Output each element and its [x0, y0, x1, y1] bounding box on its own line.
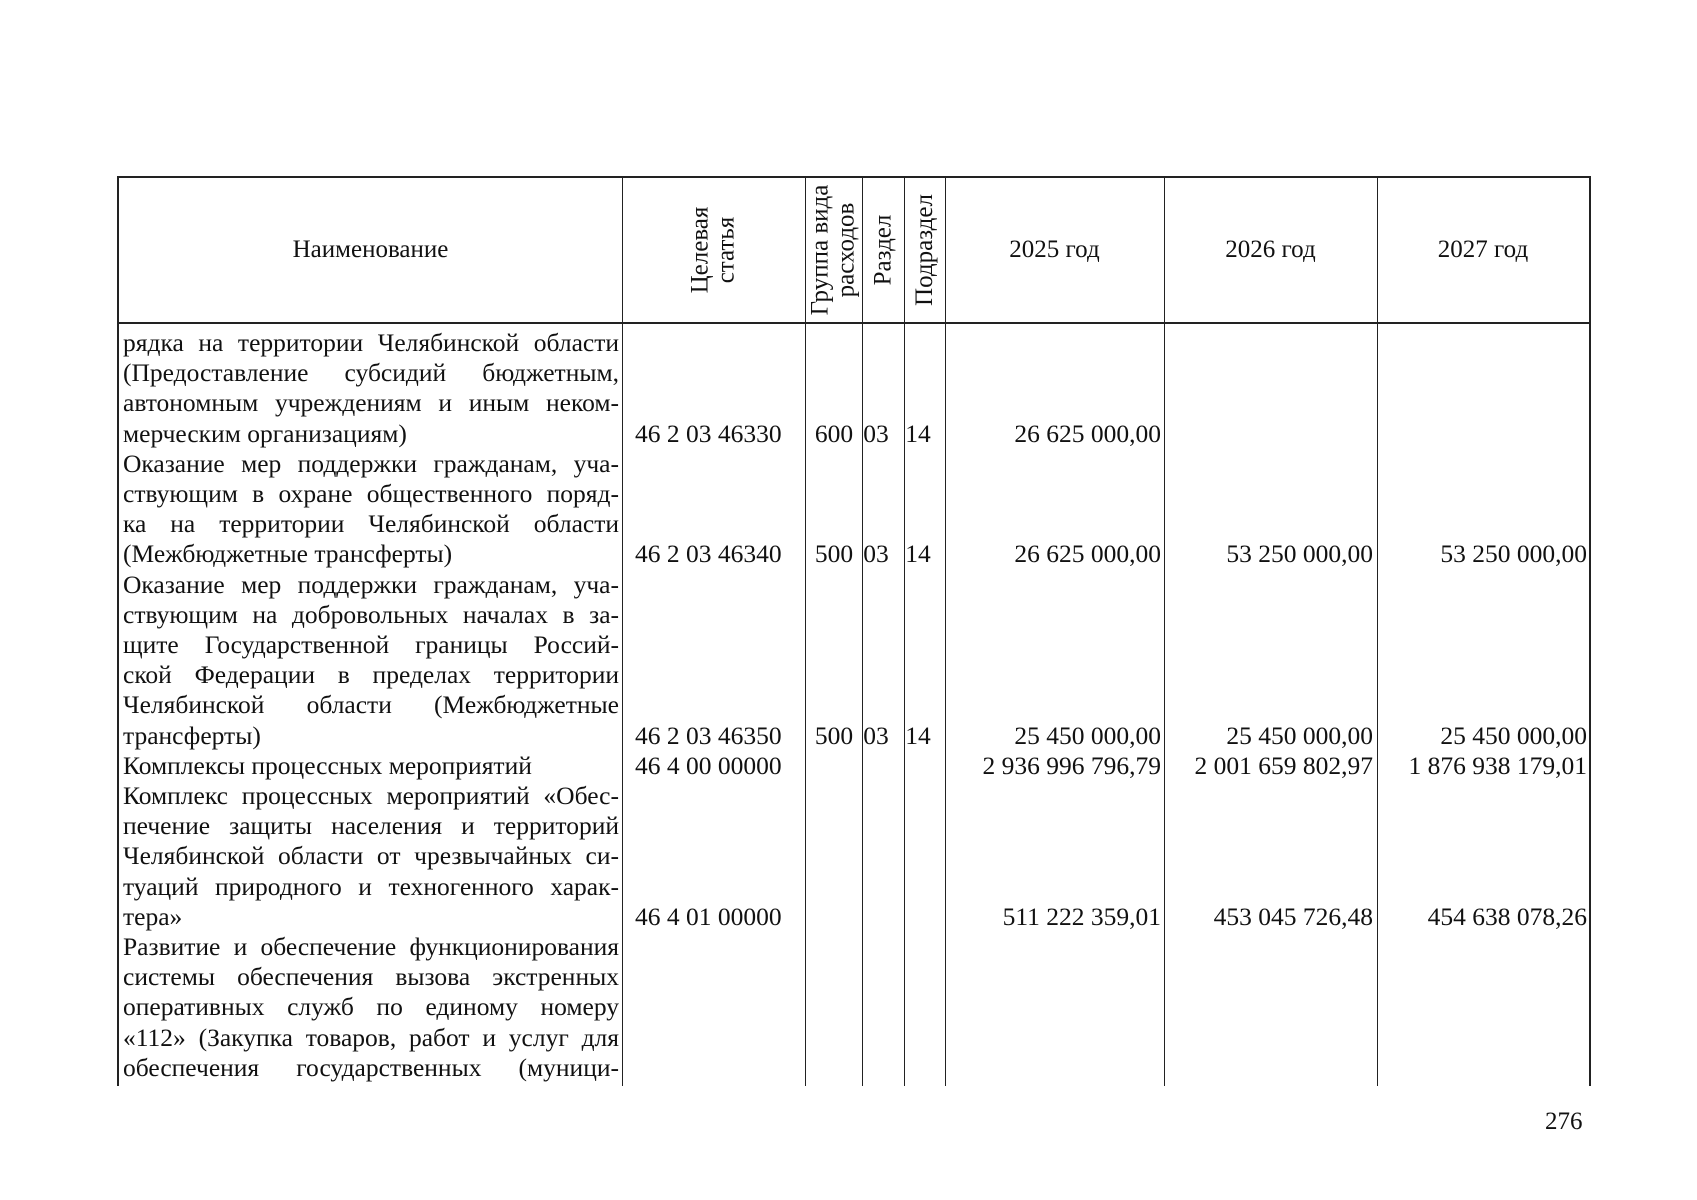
header-section-text: Раздел [869, 214, 896, 286]
row-group: 600 [814, 418, 854, 448]
row-code: 46 2 03 46350 [635, 720, 782, 750]
row-2026: 2 001 659 802,97 [1194, 750, 1373, 780]
row-2025: 26 625 000,00 [1014, 539, 1161, 569]
header-name [119, 178, 622, 322]
row-name: Комплексы процессных мероприятий [123, 750, 532, 780]
row-section: 03 [863, 418, 889, 448]
header-subsection-text: Подраздел [910, 194, 938, 306]
budget-table [117, 176, 1591, 1086]
row-2026: 53 250 000,00 [1226, 539, 1373, 569]
row-2027: 25 450 000,00 [1440, 720, 1587, 750]
row-2025: 26 625 000,00 [1014, 418, 1161, 448]
header-target-article-text: Целевая статья [686, 206, 740, 294]
row-2027: 53 250 000,00 [1440, 539, 1587, 569]
row-2026: 453 045 726,48 [1213, 901, 1373, 931]
row-code: 46 2 03 46330 [635, 418, 782, 448]
row-name: рядка на территории Челябинской области (Предоставление субсидий бюджетным, автономным учреждениям и иным неком- мерческим организациям) [123, 328, 619, 448]
header-name-text: Наименование [292, 236, 449, 263]
header-expense-group [805, 178, 862, 322]
header-subsection [904, 178, 945, 322]
row-section: 03 [863, 539, 889, 569]
row-group: 500 [814, 720, 854, 750]
row-code: 46 2 03 46340 [635, 539, 782, 569]
row-code: 46 4 00 00000 [635, 750, 782, 780]
row-group: 500 [814, 539, 854, 569]
header-target-article [622, 178, 805, 322]
row-subsection: 14 [905, 720, 931, 750]
row-2025: 511 222 359,01 [1002, 901, 1161, 931]
row-2025: 2 936 996 796,79 [982, 750, 1161, 780]
row-name: Оказание мер поддержки гражданам, уча- ствующим на добровольных началах в за- щите Государственной границы Россий- ской Федерации в пределах территории Челябинской области (Межбюджетные трансферты) [123, 569, 619, 750]
row-subsection: 14 [905, 539, 931, 569]
row-2025: 25 450 000,00 [1014, 720, 1161, 750]
row-code: 46 4 01 00000 [635, 901, 782, 931]
table-header [119, 176, 1589, 324]
row-name: Развитие и обеспечение функционирования системы обеспечения вызова экстренных оперативных служб по единому номеру «112» (Закупка товаров, работ и услуг для обеспечения государственных (муници- [123, 932, 619, 1082]
header-2026: 2026 год [1225, 236, 1316, 263]
header-expense-group-text: Группа вида расходов [806, 184, 860, 316]
header-2025: 2025 год [1009, 236, 1100, 263]
row-2027: 454 638 078,26 [1427, 901, 1587, 931]
row-section: 03 [863, 720, 889, 750]
row-2026: 25 450 000,00 [1226, 720, 1373, 750]
header-2027: 2027 год [1437, 236, 1529, 263]
header-section [862, 178, 904, 322]
page-number: 276 [1545, 1108, 1583, 1135]
row-name: Оказание мер поддержки гражданам, уча- ствующим в охране общественного поряд- ка на территории Челябинской области (Межбюджетные трансферты) [123, 448, 619, 569]
row-subsection: 14 [905, 418, 931, 448]
row-2027: 1 876 938 179,01 [1408, 750, 1587, 780]
row-name: Комплекс процессных мероприятий «Обес- печение защиты населения и территорий Челябинской области от чрезвычайных си- туаций природного и техногенного харак- тера» [123, 781, 619, 931]
